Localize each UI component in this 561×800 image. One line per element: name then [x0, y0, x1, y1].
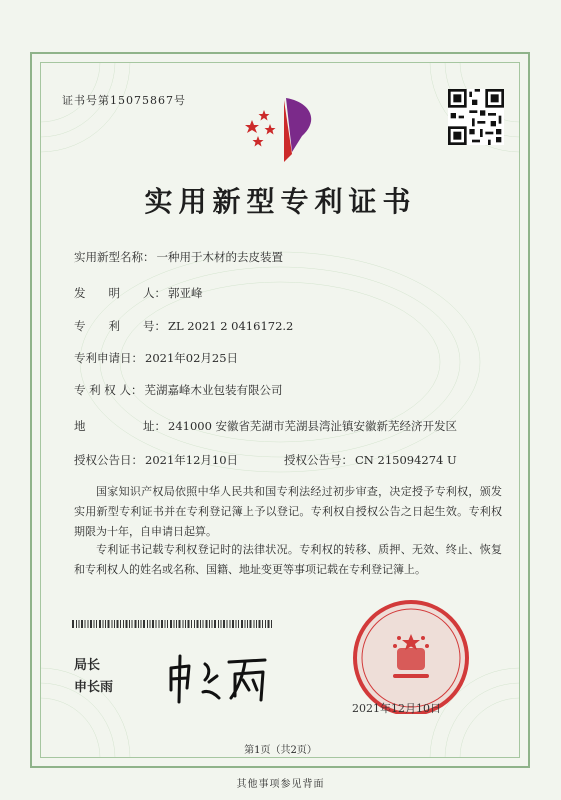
field-value: CN 215094274 U [355, 453, 457, 467]
field-value: 241000 安徽省芜湖市芜湖县湾沚镇安徽新芜经济开发区 [168, 419, 458, 433]
field-address [74, 418, 457, 434]
field-inventor [74, 285, 203, 301]
footnote: 其他事项参见背面 [236, 779, 325, 790]
statement-paragraph-1: 国家知识产权局依照中华人民共和国专利法经过初步审查，决定授予专利权，颁发实用新型专利证书并在专利登记簿上予以登记。专利权自授权公告之日起生效。专利权期限为十年，自申请日起算。 [74, 485, 502, 538]
seal-date: 2021年12月10日 [352, 702, 441, 715]
field-value: 2021年12月10日 [145, 453, 239, 467]
field-label: 专 利 权 人： [74, 383, 143, 397]
field-label: 实用新型名称： [74, 250, 155, 264]
field-label: 授权公告号： [284, 453, 353, 467]
page-number: 第1页（共2页） [244, 745, 317, 756]
field-label: 专利申请日： [74, 351, 143, 365]
barcode-strip [72, 620, 272, 628]
field-utility-model-name [74, 249, 283, 265]
field-label: 发 明 人： [74, 286, 166, 300]
official-seal-icon [333, 596, 483, 714]
field-patentee [74, 382, 282, 398]
statement-paragraph-2: 专利证书记载专利权登记时的法律状况。专利权的转移、质押、无效、终止、恢复和专利权人的姓名或名称、国籍、地址变更等事项记载在专利登记簿上。 [74, 543, 502, 576]
field-grant-date [74, 452, 238, 468]
field-label: 授权公告日： [74, 453, 143, 467]
field-grant-number [284, 452, 457, 468]
signer-name: 申长雨 [74, 680, 114, 695]
certificate-number: 证书号第15075867号 [62, 94, 186, 107]
field-value: 郭亚峰 [168, 286, 203, 300]
signer-block [74, 655, 113, 699]
cnipa-logo-icon [240, 90, 330, 165]
qr-code-icon [448, 89, 504, 145]
field-value: ZL 2021 2 0416172.2 [168, 319, 294, 333]
field-value: 2021年02月25日 [145, 351, 239, 365]
field-patent-number [74, 318, 293, 334]
field-filing-date [74, 350, 238, 366]
handwritten-signature [165, 646, 275, 706]
field-label: 专 利 号： [74, 319, 166, 333]
signer-title: 局长 [74, 658, 101, 673]
certificate-title: 实用新型专利证书 [144, 185, 417, 218]
field-value: 一种用于木材的去皮装置 [156, 250, 283, 264]
field-value: 芜湖嘉峰木业包装有限公司 [144, 383, 283, 397]
field-label: 地 址： [74, 419, 166, 433]
